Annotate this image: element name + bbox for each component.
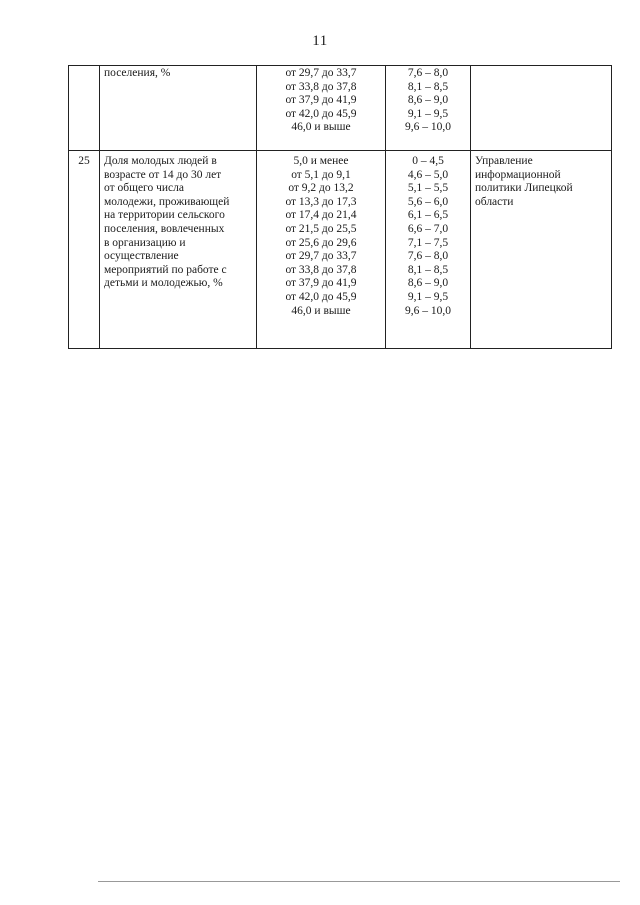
score-cell	[386, 66, 471, 151]
page-number: 11	[312, 33, 328, 49]
indicator-name-line: в организацию и	[104, 236, 186, 249]
table-row	[69, 66, 612, 151]
score-line: 5,1 – 5,5	[407, 182, 449, 195]
score-line: 9,1 – 9,5	[407, 290, 449, 303]
score-line: 7,6 – 8,0	[407, 67, 449, 79]
indicator-name-line: молодежи, проживающей	[104, 195, 230, 208]
indicator-name-line: осуществление	[104, 250, 179, 263]
indicator-name-line: мероприятий по работе с	[104, 263, 227, 276]
score-line: 8,1 – 8,5	[407, 80, 449, 93]
responsible-line: информационной	[475, 168, 561, 181]
value-range-line: от 21,5 до 25,5	[285, 222, 357, 235]
value-range-line: от 9,2 до 13,2	[288, 182, 354, 195]
indicator-name-line: на территории сельского	[104, 209, 225, 222]
responsible-line: области	[475, 195, 514, 208]
indicator-name-line: поселения, %	[104, 67, 171, 79]
responsible-line: Управление	[475, 155, 533, 167]
score-line: 4,6 – 5,0	[407, 168, 449, 181]
score-line: 5,6 – 6,0	[407, 195, 449, 208]
score-line: 8,6 – 9,0	[407, 277, 449, 290]
value-range-line: 5,0 и менее	[293, 155, 349, 167]
indicator-name-line: возрасте от 14 до 30 лет	[104, 168, 222, 181]
score-line: 9,6 – 10,0	[405, 121, 451, 134]
value-range-line: 46,0 и выше	[291, 121, 351, 134]
responsible-cell	[471, 66, 612, 151]
indicator-name-line: детьми и молодежью, %	[104, 277, 223, 290]
indicator-name-line: Доля молодых людей в	[104, 155, 217, 167]
indicator-table	[68, 65, 612, 349]
value-range-line: от 42,0 до 45,9	[285, 290, 357, 303]
responsible-cell	[471, 151, 612, 349]
row-number-cell	[69, 66, 100, 151]
responsible-line: политики Липецкой	[475, 182, 573, 195]
value-range-line: от 5,1 до 9,1	[291, 168, 351, 181]
table-row	[69, 151, 612, 349]
value-range-line: от 37,9 до 41,9	[285, 277, 357, 290]
score-line: 6,6 – 7,0	[407, 222, 449, 235]
score-line: 9,6 – 10,0	[405, 304, 451, 317]
indicator-name-cell	[100, 66, 257, 151]
value-range-line: от 13,3 до 17,3	[285, 195, 357, 208]
score-line: 7,1 – 7,5	[407, 236, 449, 249]
value-range-cell	[257, 151, 386, 349]
score-cell	[386, 151, 471, 349]
score-line: 8,1 – 8,5	[407, 263, 449, 276]
indicator-name-line: поселения, вовлеченных	[104, 222, 225, 235]
score-line: 0 – 4,5	[412, 155, 444, 167]
value-range-line: от 42,0 до 45,9	[285, 107, 357, 120]
value-range-line: 46,0 и выше	[291, 304, 351, 317]
value-range-line: от 33,8 до 37,8	[285, 263, 357, 276]
value-range-line: от 17,4 до 21,4	[285, 209, 357, 222]
row-number-cell: 25	[69, 151, 100, 349]
score-line: 8,6 – 9,0	[407, 94, 449, 107]
value-range-line: от 29,7 до 33,7	[285, 67, 357, 79]
value-range-line: от 37,9 до 41,9	[285, 94, 357, 107]
value-range-line: от 25,6 до 29,6	[285, 236, 357, 249]
value-range-line: от 29,7 до 33,7	[285, 250, 357, 263]
value-range-line: от 33,8 до 37,8	[285, 80, 357, 93]
score-line: 9,1 – 9,5	[407, 107, 449, 120]
value-range-cell	[257, 66, 386, 151]
indicator-name-line: от общего числа	[104, 182, 185, 195]
bottom-divider	[98, 881, 620, 882]
indicator-name-cell	[100, 151, 257, 349]
score-line: 6,1 – 6,5	[407, 209, 449, 222]
score-line: 7,6 – 8,0	[407, 250, 449, 263]
